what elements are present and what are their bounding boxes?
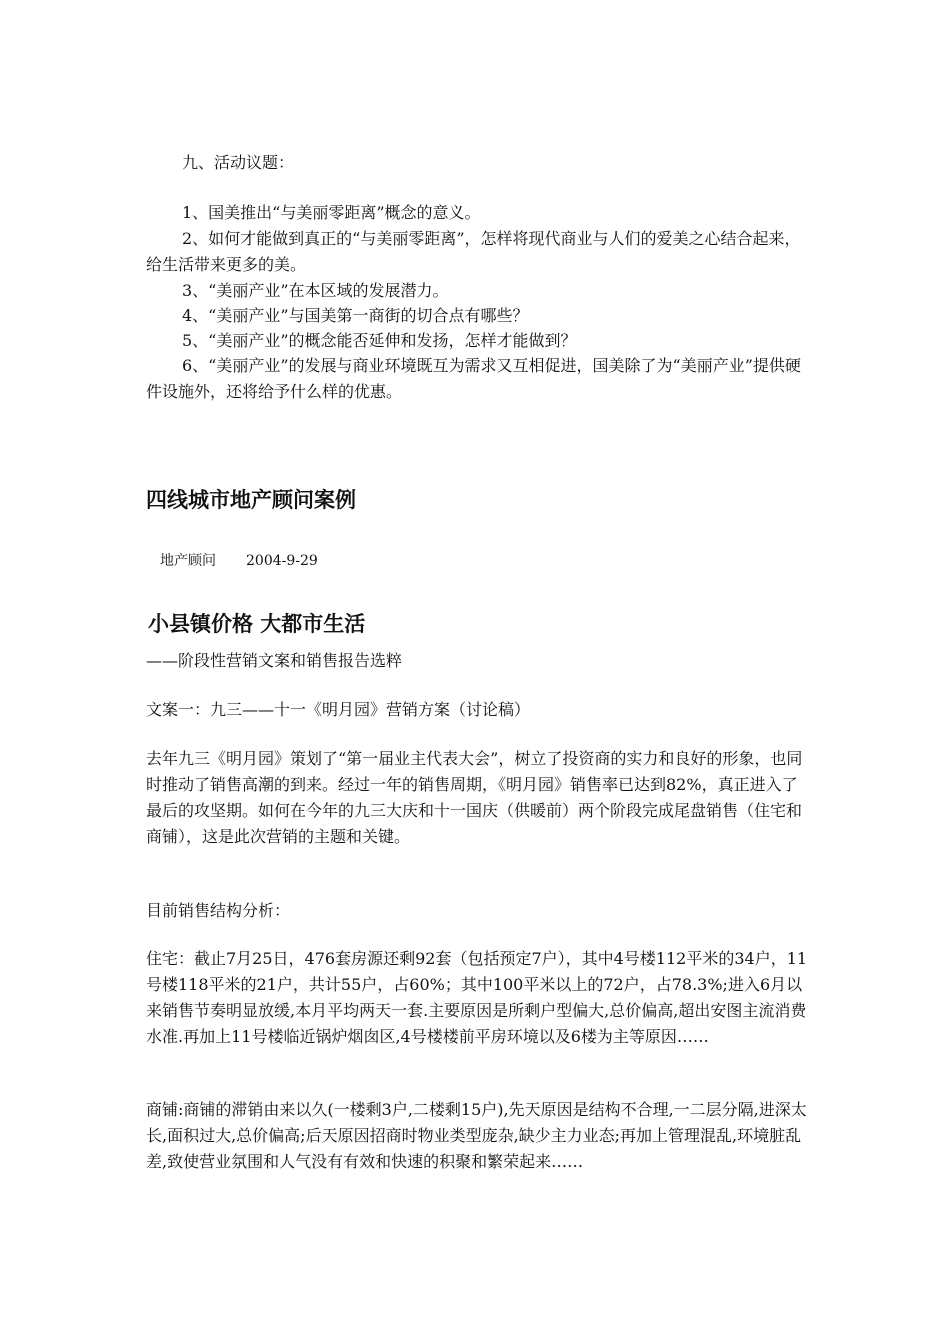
agenda-item-1: 1、国美推出“与美丽零距离”概念的意义。 [182, 203, 481, 222]
agenda-item-4: 4、“美丽产业”与国美第一商街的切合点有哪些？ [182, 306, 529, 325]
article-headline: 小县镇价格 大都市生活 [148, 611, 366, 636]
agenda-heading: 九、活动议题： [182, 153, 295, 172]
article-date: 2004-9-29 [246, 553, 318, 569]
body-paragraph-3: 商铺:商铺的滞销由来以久(一楼剩3户,二楼剩15户),先天原因是结构不合理,一二层分隔,进深太长,面积过大,总价偏高;后天原因招商时物业类型庞杂,缺少主力业态;再加上管理混乱,环境脏乱差,致使营业氛围和人气没有有效和快速的积聚和繁荣起来…… [146, 1100, 807, 1171]
agenda-item-6: 6、“美丽产业”的发展与商业环境既互为需求又互相促进，国美除了为“美丽产业”提供硬件设施外，还将给予什么样的优惠。 [146, 356, 801, 401]
agenda-item-3: 3、“美丽产业”在本区域的发展潜力。 [182, 281, 449, 300]
section-heading-1: 文案一：九三——十一《明月园》营销方案（讨论稿） [146, 700, 531, 719]
agenda-item-5: 5、“美丽产业”的概念能否延伸和发扬，怎样才能做到？ [182, 331, 577, 350]
agenda-item-2: 2、如何才能做到真正的“与美丽零距离”，怎样将现代商业与人们的爱美之心结合起来，给生活带来更多的美。 [146, 229, 801, 274]
article-subtitle: ——阶段性营销文案和销售报告选粹 [146, 651, 403, 670]
section-heading-2: 目前销售结构分析： [146, 901, 291, 920]
article-author: 地产顾问 [160, 553, 216, 569]
body-paragraph-1: 去年九三《明月园》策划了“第一届业主代表大会”，树立了投资商的实力和良好的形象，也同时推动了销售高潮的到来。经过一年的销售周期，《明月园》销售率已达到82%，真正进入了最后的攻坚期。如何在今年的九三大庆和十一国庆（供暖前）两个阶段完成尾盘销售（住宅和商铺），这是此次营销的主题和关键。 [146, 749, 803, 846]
body-paragraph-2: 住宅：截止7月25日，476套房源还剩92套（包括预定7户），其中4号楼112平米的34户，11号楼118平米的21户，共计55户，占60%；其中100平米以上的72户，占78.3%;进入6月以来销售节奏明显放缓,本月平均两天一套.主要原因是所剩户型偏大,总价偏高,超出安图主流消费水准.再加上11号楼临近锅炉烟囱区,4号楼楼前平房环境以及6楼为主等原因…… [146, 949, 808, 1046]
article-byline [160, 551, 318, 571]
article-title: 四线城市地产顾问案例 [146, 488, 356, 512]
